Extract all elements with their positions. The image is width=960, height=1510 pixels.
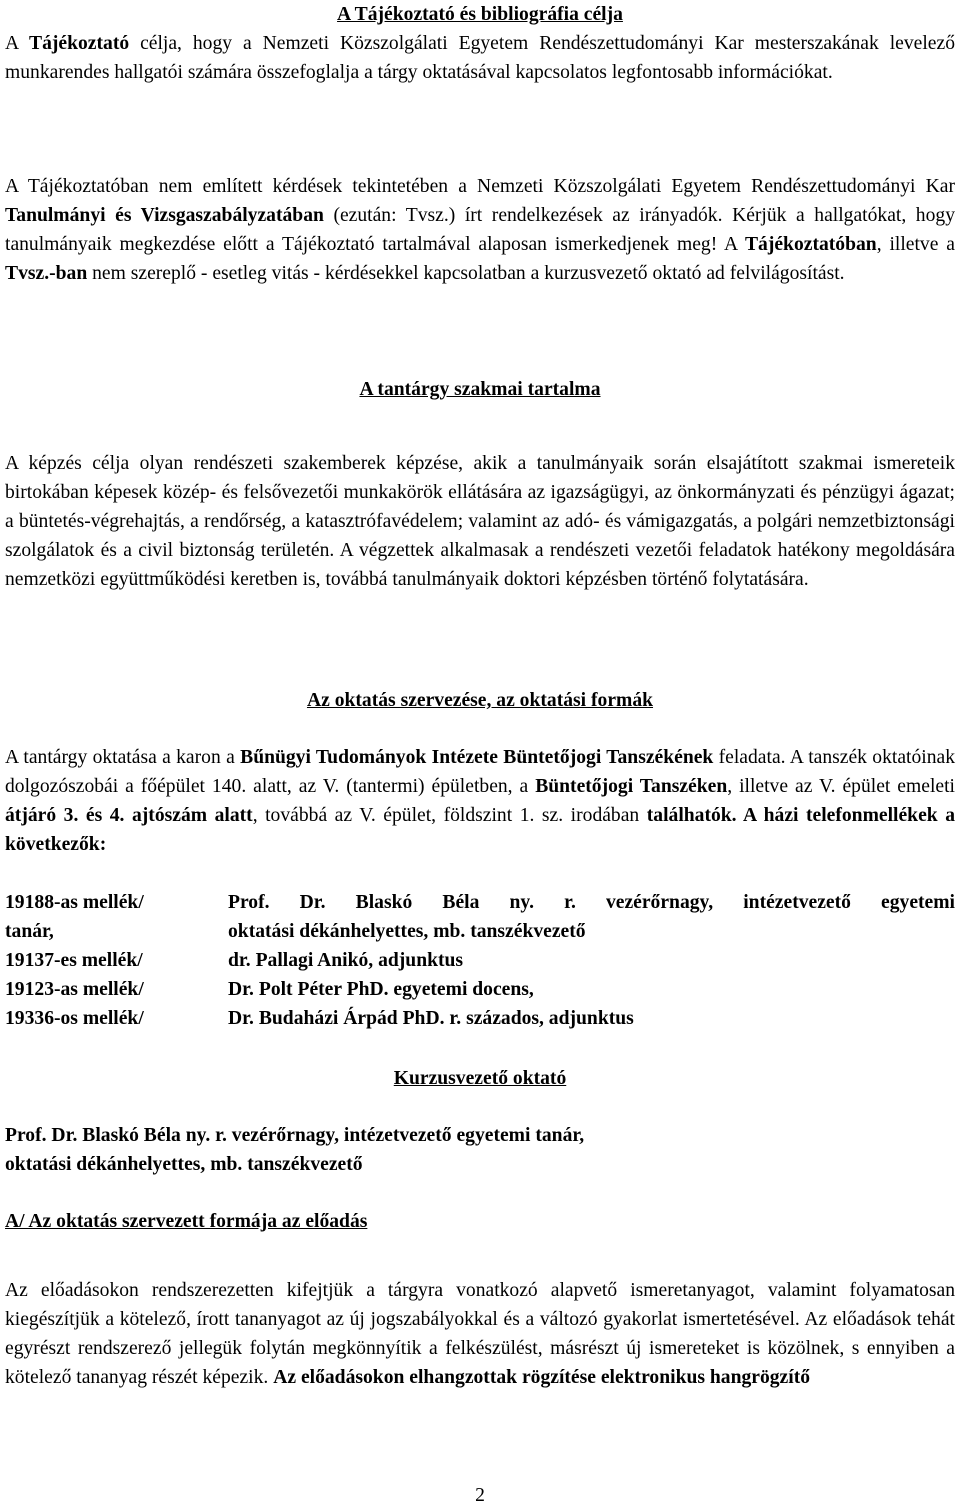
section-title-course-leader: Kurzusvezető oktató (393, 1068, 567, 1089)
page-number: 2 (475, 1485, 485, 1506)
phone-extension-row (5, 1004, 955, 1033)
paragraph-lecture: Az előadásokon rendszerezetten kifejtjük a tárgyra vonatkozó alapvető ismeretanyagot, valamint folyamatosan kiegészítjük a kötelező, írott tananyagot az új jogszabályokkal és a változó gyakorlat ismertetésével. Az előadások tehát egyrészt rendszerező jellegük folytán megkönnyítik a felkészülést, másrészt új ismereteket is közölnek, s ennyiben a kötelező tananyag részét képezik. Az előadásokon elhangzottak rögzítése elektronikus hangrögzítő (5, 1280, 955, 1388)
extension-number: 19137-es mellék/ (5, 950, 143, 971)
staff-name: oktatási dékánhelyettes, mb. tanszékvezető (228, 921, 586, 942)
section-title-lecture: A/ Az oktatás szervezett formája az előadás (5, 1211, 368, 1232)
document-page (5, 0, 955, 1505)
paragraph-purpose: A Tájékoztató célja, hogy a Nemzeti Közszolgálati Egyetem Rendészettudományi Kar mesterszakának levelező munkarendes hallgatói számára összefoglalja a tárgy oktatásával kapcsolatos legfontosabb információkat. (5, 33, 956, 83)
course-leader-line-2: oktatási dékánhelyettes, mb. tanszékvezető (5, 1154, 363, 1175)
section-title-purpose: A Tájékoztató és bibliográfia célja (337, 4, 623, 25)
extension-number: 19336-os mellék/ (5, 1008, 144, 1029)
paragraph-regulations: A Tájékoztatóban nem említett kérdések tekintetében a Nemzeti Közszolgálati Egyetem Rendészettudományi Kar Tanulmányi és Vizsgaszabályzatában (ezután: Tvsz.) írt rendelkezések az irányadók. Kérjük a hallgatókat, hogy tanulmányaik megkezdése előtt a Tájékoztató tartalmával alaposan ismerkedjenek meg! A Tájékoztatóban, illetve a Tvsz.-ban nem szereplő - esetleg vitás - kérdésekkel kapcsolatban a kurzusvezető oktató ad felvilágosítást. (5, 176, 956, 284)
extension-number: 19188-as mellék/ (5, 892, 144, 913)
phone-extension-row (5, 975, 955, 1004)
phone-extensions-list (5, 888, 955, 1033)
section-title-content: A tantárgy szakmai tartalma (359, 379, 601, 400)
staff-name: Prof. Dr. Blaskó Béla ny. r. vezérőrnagy, intézetvezető egyetemi (228, 892, 955, 913)
phone-extension-row (5, 946, 955, 975)
paragraph-organization: A tantárgy oktatása a karon a Bűnügyi Tudományok Intézete Büntetőjogi Tanszékének feladata. A tanszék oktatóinak dolgozószobái a főépület 140. alatt, az V. (tantermi) épületben, a Büntetőjogi Tanszéken, illetve az V. épület emeleti átjáró 3. és 4. ajtószám alatt, továbbá az V. épület, földszint 1. sz. irodában találhatók. A házi telefonmellékek a következők: (5, 747, 955, 855)
paragraph-content: A képzés célja olyan rendészeti szakemberek képzése, akik a tanulmányaik során elsajátított szakmai ismereteik birtokában képesek közép- és felsővezetői munkakörök ellátására az igazságügyi, az önkormányzati és pénzügyi ágazat; a büntetés-végrehajtás, a rendőrség, a katasztrófavédelem; valamint az adó- és vámigazgatás, a polgári nemzetbiztonsági szolgálatok és a civil biztonság területén. A végzettek alkalmasak a rendészeti vezetői feladatok hatékony megoldására nemzetközi együttműködési keretben is, továbbá tanulmányaik doktori képzésben történő folytatására. (5, 453, 955, 590)
section-title-organization: Az oktatás szervezése, az oktatási formák (306, 690, 654, 711)
extension-number: 19123-as mellék/ (5, 979, 144, 1000)
staff-name: Dr. Polt Péter PhD. egyetemi docens, (228, 979, 534, 1000)
extension-number: tanár, (5, 921, 54, 942)
phone-extension-row (5, 917, 955, 946)
phone-extension-row (5, 888, 955, 917)
staff-name: Dr. Budaházi Árpád PhD. r. százados, adjunktus (228, 1008, 634, 1029)
course-leader-line-1: Prof. Dr. Blaskó Béla ny. r. vezérőrnagy, intézetvezető egyetemi tanár, (5, 1125, 585, 1146)
staff-name: dr. Pallagi Anikó, adjunktus (228, 950, 464, 971)
